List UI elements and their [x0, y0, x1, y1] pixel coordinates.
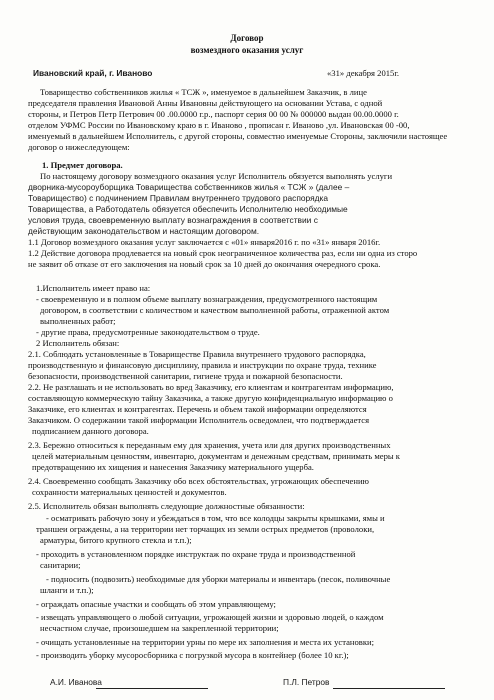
section-2-line: несчастном случае, произошедшем на закрепленной территории;	[40, 623, 279, 633]
section-2-line: 2.4. Своевременно сообщать Заказчику обо всех обстоятельствах, угрожающих обеспечению	[28, 476, 369, 486]
rights-line: 1.Исполнитель имеет право на:	[36, 283, 151, 293]
section-2-line: целей материальным ценностям, инвентарю, документам и денежным средствам, принимать меры к	[32, 451, 400, 461]
signature-left-line	[96, 688, 208, 689]
signature-right-name: П.Л. Петров	[283, 677, 330, 687]
section-1-heading: 1. Предмет договора.	[42, 160, 123, 170]
section-2-line: арматуры, битого крупного стекла и т.п.);	[40, 535, 192, 545]
section-2-line: - очищать установленные на территории урны по мере их заполнения и места их установки;	[36, 637, 375, 647]
preamble-line: именуемый в дальнейшем Исполнитель, с другой стороны, совместно именуемые Стороны, заключили настоящее	[28, 131, 448, 141]
preamble-line: договор о нижеследующем:	[28, 142, 130, 152]
section-2-line: предотвращению их хищения и нанесения Заказчику материального ущерба.	[32, 462, 314, 472]
section-2-line: 2.5. Исполнитель обязан выполнять следующие должностные обязанности:	[28, 501, 305, 511]
section-2-line: санитарии;	[40, 560, 81, 570]
rights-line: выполненных работ;	[40, 316, 116, 326]
section-2-line: Заказчиком. О содержании такой информации Исполнитель осведомлен, что подтверждается	[28, 415, 370, 425]
section-2-line: Заказчике, его клиентах и контрагентах. Перечень и объем такой информации определяются	[28, 404, 367, 414]
rights-line: - своевременную и в полном объеме выплату вознаграждения, предусмотренного настоящим	[36, 294, 378, 304]
section-2-line: шланги и т.п.);	[40, 585, 94, 595]
section-1-line: Товарищества, а Работодатель обязуется обеспечить Исполнителю необходимые	[28, 204, 348, 214]
section-2-line: - ограждать опасные участки и сообщать об этом управляющему;	[36, 599, 276, 609]
section-2-line: 2.1. Соблюдать установленные в Товариществе Правила внутреннего трудового распорядка,	[28, 349, 366, 359]
section-1-line: не заявит об отказе от его заключения на новый срок за 10 дней до окончания очередного срока.	[28, 259, 381, 269]
signature-right-line	[333, 688, 445, 689]
section-1-line: дворника-мусороуборщика Товарищества собственников жилья « ТСЖ » (далее –	[28, 182, 350, 192]
section-1-line: условия труда, своевременную выплату вознаграждения в соответствии с	[28, 215, 318, 225]
rights-line: договором, в соответствии с количеством и качеством выполненной работы, отраженной актом	[40, 305, 390, 315]
section-2-line: подписанием данного договора.	[32, 426, 149, 436]
section-2-line: 2 Исполнитель обязан:	[36, 338, 120, 348]
section-1-line: 1.1 Договор возмездного оказания услуг заключается с «01» января2016 г. по «31» января 2016г.	[28, 237, 381, 247]
section-2-line: - извещать управляющего о любой ситуации, угрожающей жизни и здоровью людей, о каждом	[36, 612, 384, 622]
preamble-line: отделом УФМС России по Ивановскому краю в г. Иваново , прописан г. Иваново ,ул. Ивановская 00 -00,	[28, 120, 410, 130]
section-2-line: - осматривать рабочую зону и убеждаться в том, что все колодцы закрыты крышками, ямы и	[46, 513, 385, 523]
section-2-line: составляющую коммерческую тайну Заказчика, а также другую конфиденциальную информацию о	[28, 393, 393, 403]
section-1-line: Товарищество) с подчинением Правилам внутреннего трудового распорядка	[28, 193, 329, 203]
date-text: «31» декабря 2015г.	[327, 68, 400, 78]
section-1-line: По настоящему договору возмездного оказания услуг Исполнитель обязуется выполнять услуги	[40, 171, 393, 181]
preamble-line: стороны, и Петров Петр Петрович 00 .00.0000 г.р., паспорт серия 00 00 № 000000 выдан 00.00.0000 г.	[28, 109, 399, 119]
rights-line: - другие права, предусмотренные законодательством о труде.	[36, 327, 260, 337]
section-2-line: - производить уборку мусоросборника с погрузкой мусора в контейнер (более 10 кг.);	[36, 650, 349, 660]
section-2-line: 2.2. Не разглашать и не использовать во вред Заказчику, его клиентам и контрагентам информацию,	[28, 382, 394, 392]
document-title: Договор	[230, 33, 264, 43]
section-2-line: производственную и финансовую дисциплину, правила и инструкции по охране труда, технике	[28, 360, 377, 370]
section-2-line: - проходить в установленном порядке инструктаж по охране труда и производственной	[36, 549, 356, 559]
section-2-line: безопасности, производственной санитарии, гигиене труда и пожарной безопасности.	[28, 371, 343, 381]
section-2-line: - подносить (подвозить) необходимые для уборки материалы и инвентарь (песок, поливочные	[46, 574, 391, 584]
preamble-line: председателя правления Ивановой Анны Ивановны действующего на основании Устава, с одной	[28, 98, 383, 108]
section-2-line: сохранности материальных ценностей и документов.	[32, 487, 227, 497]
section-1-line: 1.2 Действие договора продлевается на новый срок неограниченное количества раз, если ни одна из сторо	[28, 248, 418, 258]
preamble-line: Товарищество собственников жилья « ТСЖ », именуемое в дальнейшем Заказчик, в лице	[40, 87, 367, 97]
section-2-line: траншеи ограждены, а на территории нет торчащих из земли острых предметов (проволоки,	[36, 524, 375, 534]
document-subtitle: возмездного оказания услуг	[190, 45, 304, 55]
section-1-line: действующим законодательством и настоящим договором.	[28, 226, 260, 236]
place-field: Ивановский край, г. Иваново	[33, 68, 153, 78]
signature-left-name: А.И. Иванова	[50, 677, 102, 687]
section-2-line: 2.3. Бережно относиться к переданным ему для хранения, учета или для других производственных	[28, 440, 391, 450]
